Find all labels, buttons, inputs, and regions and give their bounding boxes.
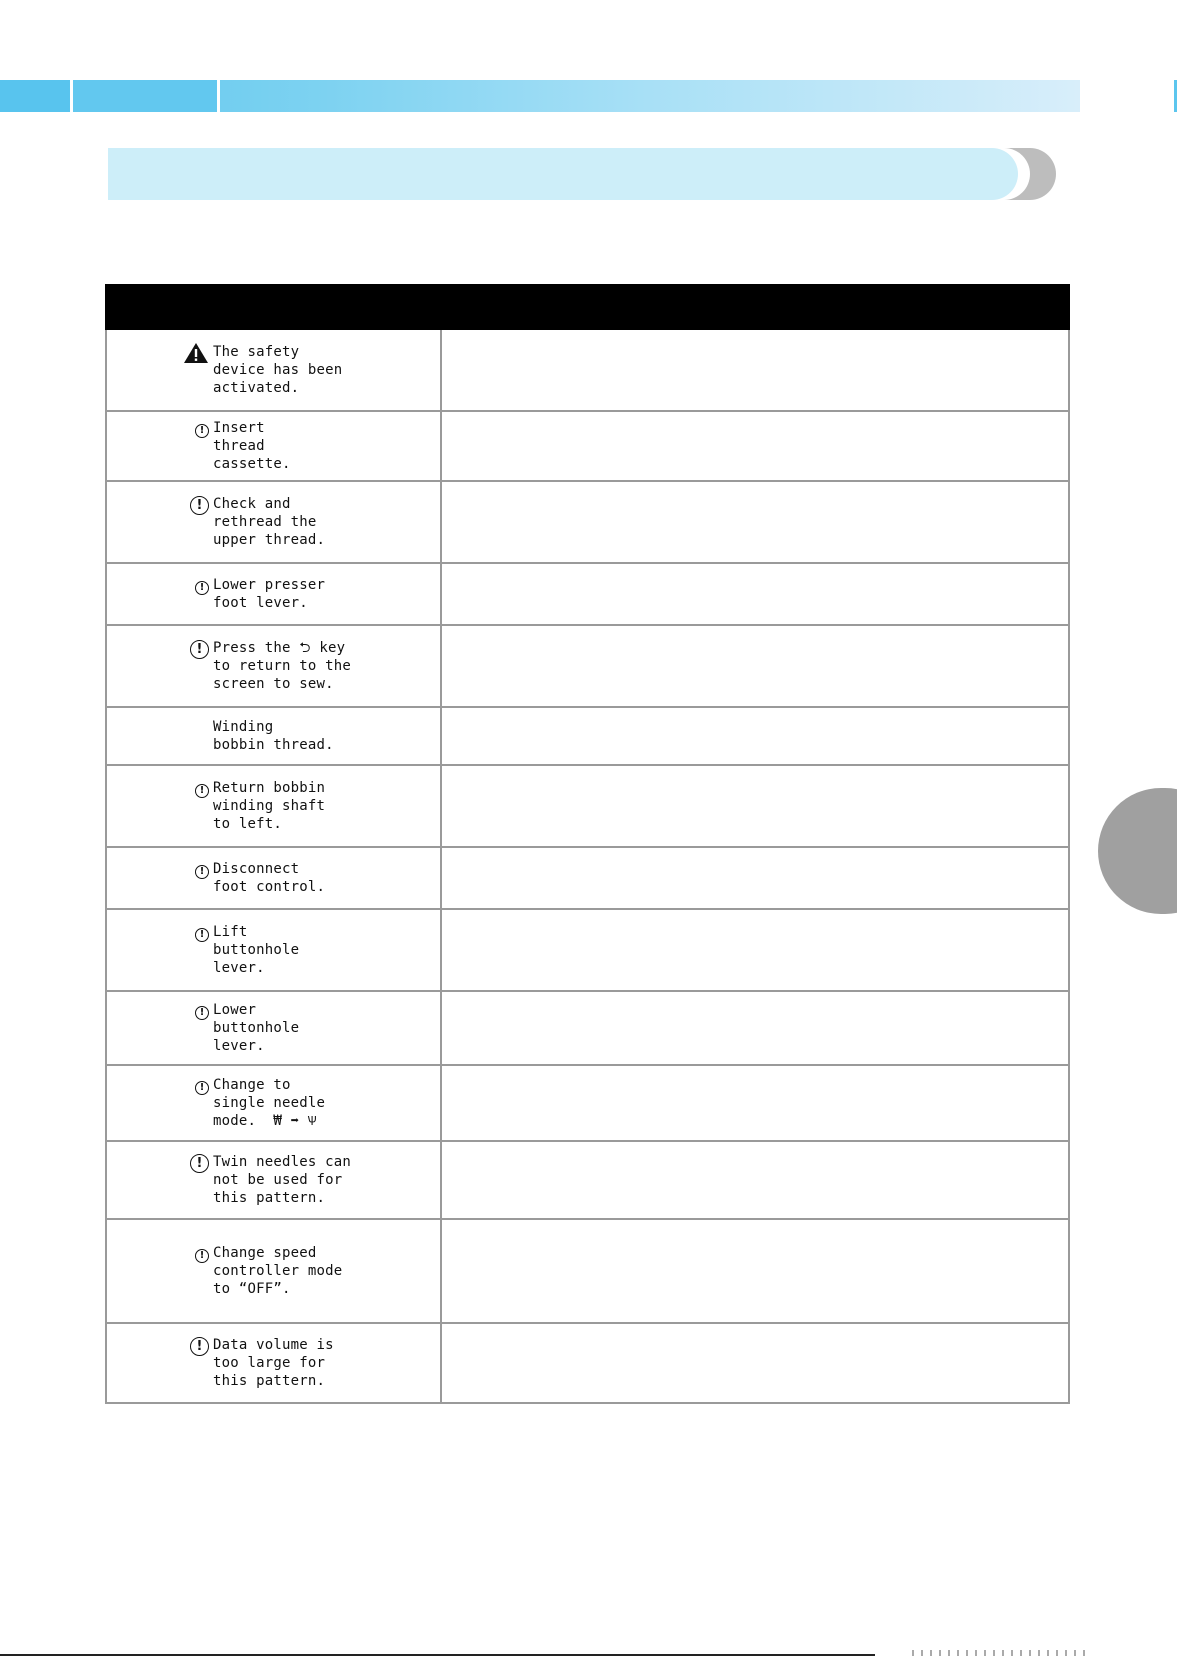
screen-message-cell	[106, 909, 441, 991]
table-header-message	[106, 285, 441, 329]
screen-message-cell	[106, 1141, 441, 1219]
header-segment-1	[0, 80, 70, 112]
screen-message-text: Disconnect foot control.	[213, 861, 326, 895]
cause-remedy-cell	[441, 1323, 1069, 1403]
table-row	[106, 1065, 1069, 1141]
cause-remedy-cell	[441, 707, 1069, 765]
screen-message-text: The safety device has been activated.	[213, 344, 343, 396]
exclamation-circle-icon: !	[177, 1000, 213, 1020]
exclamation-circle-icon: !	[177, 575, 213, 595]
screen-message-cell	[106, 707, 441, 765]
table-row	[106, 1141, 1069, 1219]
section-heading-band	[108, 148, 1018, 200]
table-row	[106, 847, 1069, 909]
screen-message-text: Lower buttonhole lever.	[213, 1002, 300, 1054]
cause-remedy-cell	[441, 847, 1069, 909]
cause-remedy-cell	[441, 411, 1069, 481]
cause-remedy-cell	[441, 765, 1069, 847]
screen-message-cell	[106, 847, 441, 909]
table-row	[106, 481, 1069, 563]
cause-remedy-cell	[441, 563, 1069, 625]
screen-message-cell	[106, 411, 441, 481]
exclamation-circle-icon: !	[177, 859, 213, 879]
screen-message-text: Change to single needle mode. ₩ ➡ Ѱ	[213, 1077, 326, 1129]
table-row	[106, 909, 1069, 991]
screen-message-text: Lift buttonhole lever.	[213, 924, 300, 976]
screen-message-cell	[106, 481, 441, 563]
screen-message-cell	[106, 1065, 441, 1141]
table-row	[106, 707, 1069, 765]
screen-message-text: Data volume is too large for this pattern.	[213, 1337, 334, 1389]
table-row	[106, 1323, 1069, 1403]
exclamation-circle-icon: !	[177, 1243, 213, 1263]
error-message-table	[105, 284, 1070, 1404]
screen-message-text: Return bobbin winding shaft to left.	[213, 780, 326, 832]
screen-message-text: Insert thread cassette.	[213, 420, 291, 472]
table-row	[106, 329, 1069, 411]
screen-message-text: Twin needles can not be used for this pattern.	[213, 1154, 352, 1206]
table-header-row	[106, 285, 1069, 329]
screen-message-text: Winding bobbin thread.	[213, 719, 334, 753]
cause-remedy-cell	[441, 329, 1069, 411]
screen-message-cell	[106, 563, 441, 625]
table-header-cause	[441, 285, 1069, 329]
footer-rule	[0, 1654, 875, 1656]
header-segment-2	[73, 80, 217, 112]
table-row	[106, 411, 1069, 481]
warning-triangle-icon	[177, 342, 213, 368]
table-row	[106, 991, 1069, 1065]
screen-message-cell	[106, 765, 441, 847]
exclamation-circle-icon: !	[177, 418, 213, 438]
screen-message-cell	[106, 1219, 441, 1323]
screen-message-text: Press the ⮌ key to return to the screen to sew.	[213, 640, 352, 692]
screen-message-cell	[106, 1323, 441, 1403]
cause-remedy-cell	[441, 481, 1069, 563]
table-row	[106, 1219, 1069, 1323]
cause-remedy-cell	[441, 991, 1069, 1065]
screen-message-text: Change speed controller mode to “OFF”.	[213, 1245, 343, 1297]
exclamation-circle-icon: !	[177, 922, 213, 942]
cause-remedy-cell	[441, 1065, 1069, 1141]
table-row	[106, 563, 1069, 625]
cause-remedy-cell	[441, 1141, 1069, 1219]
chapter-thumb-tab	[1098, 788, 1177, 914]
page-header-bar	[0, 80, 1080, 112]
cause-remedy-cell	[441, 625, 1069, 707]
exclamation-circle-icon: !	[177, 638, 213, 659]
table-row	[106, 625, 1069, 707]
exclamation-circle-icon: !	[177, 1075, 213, 1095]
exclamation-circle-icon: !	[177, 1152, 213, 1173]
cause-remedy-cell	[441, 1219, 1069, 1323]
screen-message-text: Lower presser foot lever.	[213, 577, 326, 611]
screen-message-cell	[106, 625, 441, 707]
screen-message-text: Check and rethread the upper thread.	[213, 496, 326, 548]
table-row	[106, 765, 1069, 847]
exclamation-circle-icon: !	[177, 1335, 213, 1356]
table-body	[106, 329, 1069, 1403]
footer-marks	[912, 1650, 1092, 1656]
cause-remedy-cell	[441, 909, 1069, 991]
screen-message-cell	[106, 329, 441, 411]
screen-message-cell	[106, 991, 441, 1065]
exclamation-circle-icon: !	[177, 778, 213, 798]
exclamation-circle-icon: !	[177, 494, 213, 515]
